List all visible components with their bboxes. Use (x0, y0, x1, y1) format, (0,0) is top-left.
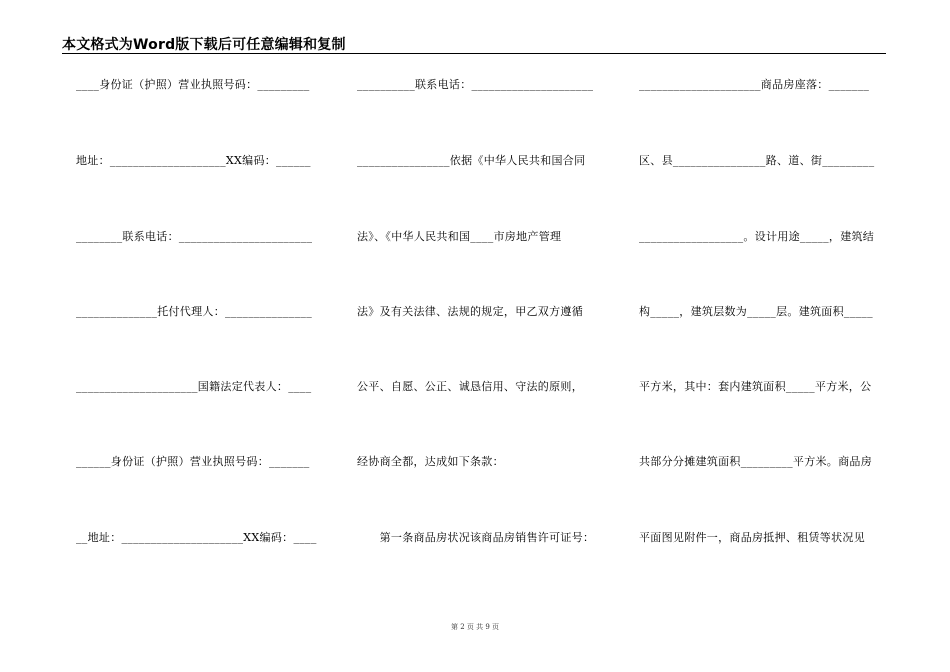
text-line: 构_____，建筑层数为_____层。建筑面积_____ (639, 305, 873, 318)
text-line: _____________________国籍法定代表人：____ (76, 380, 312, 393)
text-line: 第一条商品房状况该商品房销售许可证号： (357, 531, 595, 544)
text-line: _____________________商品房座落：_______ (639, 78, 870, 91)
text-line: __________________。设计用途_____，建筑结 (639, 230, 875, 243)
text-line: 共部分分摊建筑面积_________平方米。商品房 (639, 455, 872, 468)
text-line: ____身份证（护照）营业执照号码：_________ (76, 78, 310, 91)
text-line: __地址：_____________________XX编码：____ (76, 531, 317, 544)
text-line: 平方米，其中：套内建筑面积_____平方米，公 (639, 380, 872, 393)
text-line: 法》及有关法律、法规的规定，甲乙双方遵循 (357, 305, 583, 318)
text-line: 平面图见附件一，商品房抵押、租赁等状况见 (639, 531, 865, 544)
document-header-title: 本文格式为Word版下载后可任意编辑和复制 (62, 37, 346, 53)
header-divider (62, 53, 886, 54)
text-line: 法》、《中华人民共和国____市房地产管理 (357, 230, 562, 243)
page-number: 第 2 页 共 9 页 (450, 623, 500, 631)
text-line: ______身份证（护照）营业执照号码：_______ (76, 455, 310, 468)
text-line: 经协商全都，达成如下条款： (357, 455, 504, 468)
text-line: 公平、自愿、公正、诚恳信用、守法的原则， (357, 380, 583, 393)
text-line: ______________托付代理人：_______________ (76, 305, 312, 318)
text-line: ________________依据《中华人民共和国合同 (357, 154, 586, 167)
text-line: 区、县________________路、道、街_________ (639, 154, 875, 167)
text-line: ________联系电话：_______________________ (76, 230, 313, 243)
text-line: 地址：____________________XX编码：______ (76, 154, 311, 167)
text-line: __________联系电话：_____________________ (357, 78, 594, 91)
